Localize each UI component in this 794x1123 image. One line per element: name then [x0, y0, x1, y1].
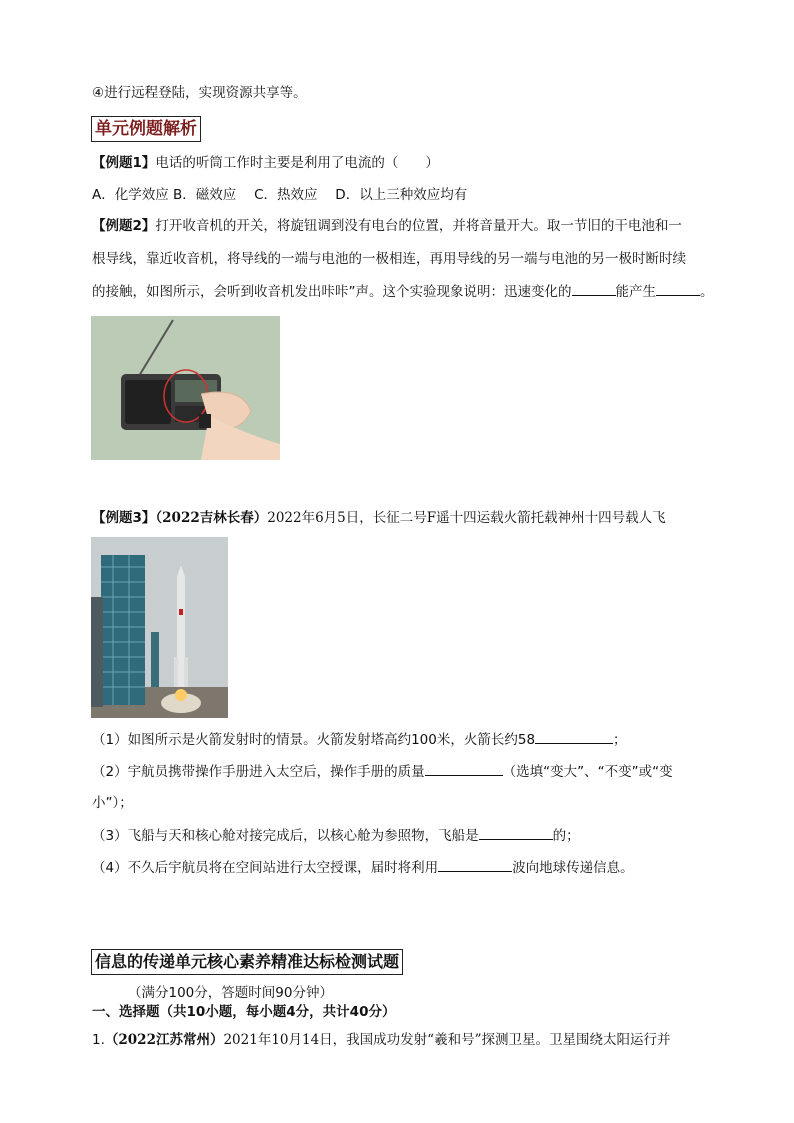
example3-q2: （2）宇航员携带操作手册进入太空后，操作手册的质量 （选填“变大”、“不变”或“变	[92, 761, 673, 782]
question-1: 1.（2022江苏常州）2021年10月14日，我国成功发射“羲和号”探测卫星。卫星围绕太阳运行并	[92, 1032, 671, 1048]
example2-label: 【例题2】	[92, 218, 156, 234]
example2-line2: 根导线，靠近收音机，将导线的一端与电池的一极相连，再用导线的另一端与电池的另一极时断时续	[92, 251, 686, 267]
example1-options: A．化学效应 B．磁效应 C．热效应 D．以上三种效应均有	[92, 187, 468, 203]
rocket-launch-photo	[91, 537, 228, 718]
radio-experiment-photo	[91, 316, 280, 460]
part1-title: 一、选择题（共10小题，每小题4分，共计40分）	[92, 1004, 396, 1020]
example1-question	[92, 153, 439, 173]
exam-info: （满分100分，答题时间90分钟）	[128, 985, 333, 1001]
example3-q4: （4）不久后宇航员将在空间站进行太空授课，届时将利用 波向地球传递信息。	[92, 857, 634, 878]
answer-blank[interactable]	[656, 281, 700, 296]
example3-line1: 【例题3】（2022吉林长春）2022年6月5日，长征二号F遥十四运载火箭托载神州十四号载人飞	[92, 510, 666, 526]
radio-illustration	[91, 316, 280, 460]
answer-blank[interactable]	[438, 857, 512, 872]
example3-q1: （1）如图所示是火箭发射时的情景。火箭发射塔高约100米，火箭长约58 ；	[92, 729, 627, 750]
section-heading-test: 信息的传递单元核心素养精准达标检测试题	[91, 949, 403, 975]
example1-label: 【例题1】	[92, 155, 156, 171]
answer-blank[interactable]	[535, 729, 613, 744]
answer-blank[interactable]	[479, 825, 553, 840]
question-source: （2022江苏常州）	[104, 1032, 224, 1048]
question-number: 1.	[92, 1032, 105, 1048]
example2-line3: 的接触，如图所示，会听到收音机发出咔咔”声。这个实验现象说明：迅速变化的 能产生 。	[92, 281, 714, 302]
intro-item: ④进行远程登陆，实现资源共享等。	[92, 85, 307, 101]
example2-line1: 【例题2】打开收音机的开关，将旋钮调到没有电台的位置，并将音量开大。取一节旧的干电池和一	[92, 218, 682, 234]
example3-q3: （3）飞船与天和核心舱对接完成后，以核心舱为参照物，飞船是 的；	[92, 825, 580, 846]
example1-text: 电话的听筒工作时主要是利用了电流的（ ）	[155, 155, 439, 171]
section-heading-examples: 单元例题解析	[91, 116, 201, 142]
example3-q2-cont: 小”）；	[92, 795, 133, 811]
answer-blank[interactable]	[425, 761, 503, 776]
answer-blank[interactable]	[572, 281, 616, 296]
example3-source: （2022吉林长春）	[155, 510, 268, 526]
example3-label: 【例题3】	[92, 510, 156, 526]
rocket-illustration	[91, 537, 228, 718]
